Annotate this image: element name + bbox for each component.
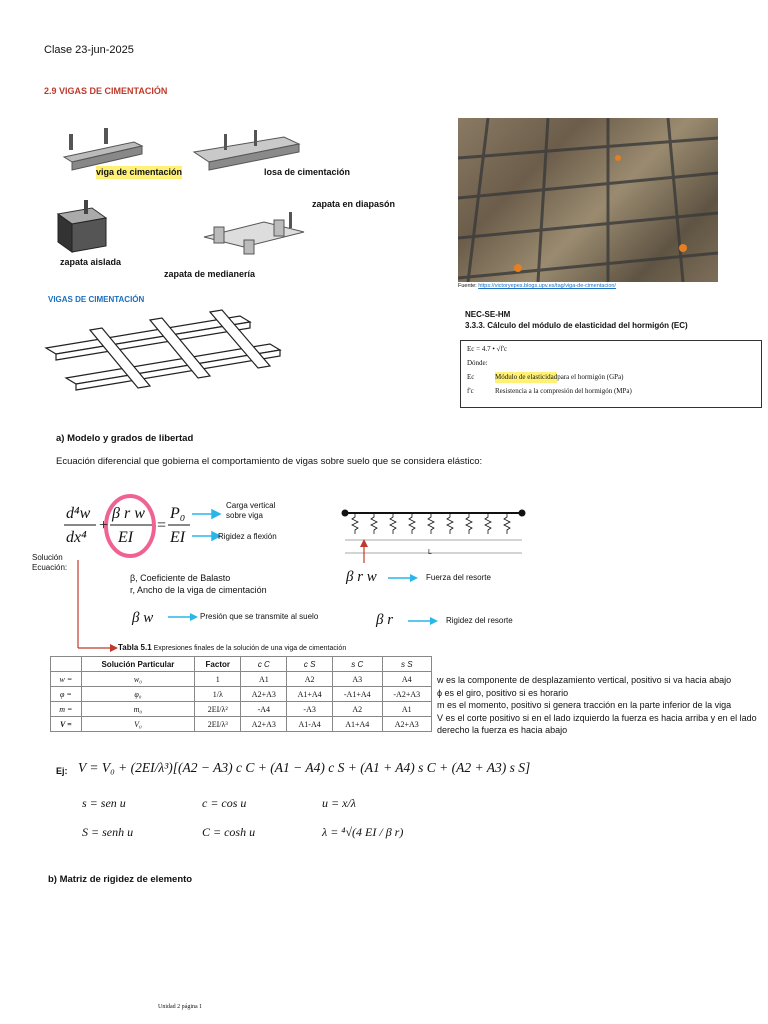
arrow-fuerza: [388, 573, 418, 583]
def-c: c = cos u: [202, 796, 247, 810]
example-definitions: [82, 796, 462, 840]
length-label: L: [428, 549, 432, 556]
foundation-types-figure: [44, 122, 424, 282]
th-5: s C: [333, 657, 382, 672]
th-3: c C: [241, 657, 287, 672]
nec-row-fc: [467, 386, 755, 397]
cell: m =: [51, 702, 82, 717]
beta-r-symbol: β r: [376, 612, 394, 628]
rebar-grid-drawing: [458, 118, 718, 282]
def-S: S = senh u: [82, 825, 134, 839]
cell: w =: [51, 672, 82, 687]
nec-donde: Dónde:: [467, 359, 488, 367]
cell: 1/λ: [195, 687, 241, 702]
nec-sym-ec: Ec: [467, 373, 475, 381]
part-a-intro: Ecuación diferencial que gobierna el comportamiento de vigas sobre suelo que se considera elástico:: [56, 456, 483, 467]
example-equation: V = V₀ + (2EI/λ³)[(A2 − A3) c C + (A1 − A4) c S + (A1 + A4) s C + (A2 + A3) s S]: [78, 760, 531, 775]
label-diapason: zapata en diapasón: [312, 199, 396, 209]
table-caption-bold: Tabla 5.1: [118, 643, 152, 652]
part-b-title: b) Matriz de rigidez de elemento: [48, 874, 193, 885]
def-C: C = cosh u: [202, 825, 256, 839]
page-footer: Unidad 2 página 1: [158, 1004, 203, 1010]
cell: A1+A4: [287, 687, 333, 702]
cell: V₀: [81, 717, 194, 732]
svg-text:EI: EI: [170, 529, 186, 546]
cell: A1: [241, 672, 287, 687]
solucion-connector: [70, 560, 130, 655]
cell: m₀: [81, 702, 194, 717]
cell: 2EI/λ²: [195, 702, 241, 717]
svg-text:EI: EI: [118, 529, 134, 546]
presion-label: Presión que se transmite al suelo: [200, 612, 319, 621]
solution-table: [50, 656, 432, 732]
def-lambda: λ = ⁴√(4 EI / β r): [322, 825, 404, 839]
th-0: [51, 657, 82, 672]
rigidez-resorte-label: Rigidez del resorte: [446, 616, 513, 625]
cell: A2+A3: [382, 717, 432, 732]
fuerza-label: Fuerza del resorte: [426, 573, 491, 582]
cell: A3: [333, 672, 382, 687]
beam-grid-figure: [40, 308, 300, 398]
svg-text:d⁴w: d⁴w: [66, 505, 91, 522]
svg-text:+: +: [98, 517, 109, 534]
th-4: c S: [287, 657, 333, 672]
cell: -A3: [287, 702, 333, 717]
photo-source-prefix: Fuente:: [458, 283, 479, 289]
cell: 2EI/λ³: [195, 717, 241, 732]
table-row: [51, 702, 432, 717]
table-row: [51, 672, 432, 687]
th-2: Factor: [195, 657, 241, 672]
def-s: s = sen u: [82, 796, 126, 810]
photo-source-link[interactable]: https://victoryepes.blogs.upv.es/tag/viga-de-cimentacion/: [478, 283, 616, 289]
section-title: 2.9 VIGAS DE CIMENTACIÓN: [44, 86, 168, 96]
class-date: Clase 23-jun-2025: [44, 44, 134, 56]
svg-text:=: =: [156, 517, 167, 534]
nec-sym-fc: f'c: [467, 387, 474, 395]
nec-heading: 3.3.3. Cálculo del módulo de elasticidad del hormigón (EC): [465, 321, 688, 330]
def-u: u = x/λ: [322, 796, 356, 810]
label-aislada: zapata aislada: [60, 257, 122, 267]
defs-row-2: [82, 825, 462, 840]
table-caption-text: Expresiones finales de la solución de una viga de cimentación: [151, 645, 347, 652]
rigidez-label: Rigidez a flexión: [218, 532, 277, 541]
arrow-rigidez-resorte: [408, 616, 438, 626]
nec-row-ec: [467, 372, 755, 383]
label-viga: viga de cimentación: [96, 167, 183, 177]
table-row: [51, 717, 432, 732]
table-row: [51, 687, 432, 702]
beta-def: β, Coeficiente de Balasto: [130, 573, 231, 583]
cell: A2: [333, 702, 382, 717]
th-1: Solución Particular: [81, 657, 194, 672]
arrow-presion: [168, 612, 198, 622]
nec-code: NEC-SE-HM: [465, 310, 511, 319]
th-6: s S: [382, 657, 432, 672]
cell: A1+A4: [333, 717, 382, 732]
cell: A2+A3: [241, 687, 287, 702]
example-label: Ej:: [56, 766, 68, 776]
cell: φ =: [51, 687, 82, 702]
beam-grid-drawing: [40, 308, 300, 398]
svg-text:dx⁴: dx⁴: [66, 529, 87, 546]
note-w: w es la componente de desplazamiento vertical, positivo si va hacia abajo: [437, 675, 732, 685]
cell: V =: [51, 717, 82, 732]
cell: A2+A3: [241, 717, 287, 732]
nec-formula: Ec = 4.7 • √f'c: [467, 345, 508, 353]
fig2-title: VIGAS DE CIMENTACIÓN: [48, 295, 145, 304]
beta-w-symbol: β w: [132, 610, 154, 626]
nec-desc-ec-hl: Módulo de elasticidad: [495, 373, 558, 381]
spring-beam-diagram: [340, 505, 530, 565]
nec-desc-fc: Resistencia a la compresión del hormigón (MPa): [495, 387, 632, 395]
r-def: r, Ancho de la viga de cimentación: [130, 585, 267, 595]
label-medianeria: zapata de medianería: [164, 269, 256, 279]
cell: 1: [195, 672, 241, 687]
cell: A1-A4: [287, 717, 333, 732]
governing-equation-drawing: [60, 492, 360, 562]
beta-r-w-symbol: β r w: [346, 569, 377, 585]
svg-text:P₀: P₀: [170, 505, 186, 522]
part-a-title: a) Modelo y grados de libertad: [56, 433, 194, 444]
nec-desc-ec: para el hormigón (GPa): [557, 373, 624, 381]
cell: w₀: [81, 672, 194, 687]
label-losa: losa de cimentación: [264, 167, 351, 177]
carga-label: Carga vertical sobre viga: [226, 501, 276, 520]
cell: A2: [287, 672, 333, 687]
construction-photo: [458, 118, 718, 282]
spring-beam-drawing: [340, 505, 530, 565]
photo-source: [458, 283, 616, 289]
cell: -A2+A3: [382, 687, 432, 702]
sign-notes: [437, 674, 765, 737]
defs-row-1: [82, 796, 462, 811]
nec-formula-box: [460, 340, 762, 408]
governing-equation: [60, 492, 360, 562]
cell: φ₀: [81, 687, 194, 702]
note-m: m es el momento, positivo si genera tracción en la parte inferior de la viga: [437, 700, 732, 710]
solucion-label: Solución Ecuación:: [32, 553, 68, 572]
table-caption: [118, 643, 346, 652]
note-phi: ϕ es el giro, positivo si es horario: [437, 687, 569, 698]
note-v: V es el corte positivo si en el lado izquierdo la fuerza es hacia arriba y en el lado derecho la fuerza es hacia abajo: [437, 712, 757, 735]
table-header-row: [51, 657, 432, 672]
cell: -A1+A4: [333, 687, 382, 702]
cell: -A4: [241, 702, 287, 717]
cell: A4: [382, 672, 432, 687]
svg-text:β r w: β r w: [112, 505, 145, 522]
cell: A1: [382, 702, 432, 717]
